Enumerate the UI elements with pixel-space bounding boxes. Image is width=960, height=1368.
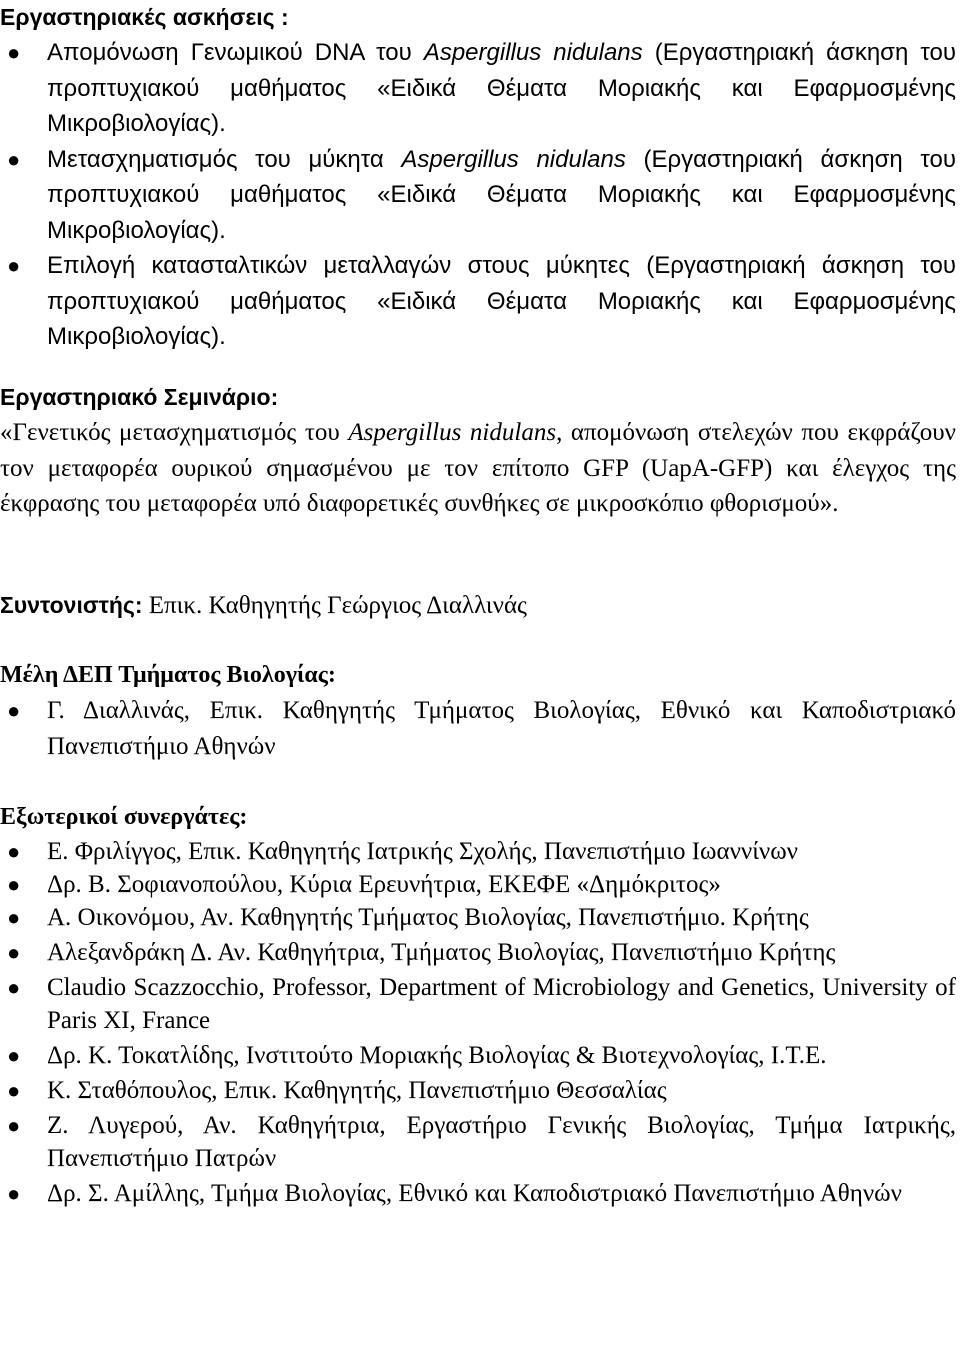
external-section xyxy=(0,800,956,1210)
seminar-italic-text: Aspergillus nidulans xyxy=(348,419,557,446)
members-section xyxy=(0,658,956,764)
list-item xyxy=(0,1109,956,1175)
bullet-icon: ● xyxy=(7,905,21,930)
item-text: Ε. Φριλίγγος, Επικ. Καθηγητής Ιατρικής Σχολής, Πανεπιστήμιο Ιωαννίνων xyxy=(47,838,798,865)
list-item xyxy=(0,248,956,355)
list-item xyxy=(0,835,956,868)
item-text: Ζ. Λυγερού, Αν. Καθηγήτρια, Εργαστήριο Γενικής Βιολογίας, Τμήμα Ιατρικής, Πανεπιστήμιο Πατρών xyxy=(47,1112,956,1172)
item-text: Δρ. Σ. Αμίλλης, Τμήμα Βιολογίας, Εθνικό και Καποδιστριακό Πανεπιστήμιο Αθηνών xyxy=(47,1180,902,1207)
bullet-icon: ● xyxy=(7,975,21,1000)
item-text: Απομόνωση Γενωμικού DNA του xyxy=(47,39,424,66)
bullet-icon: ● xyxy=(7,1043,21,1068)
item-text: Claudio Scazzocchio, Professor, Department of Microbiology and Genetics, University of Paris XI, France xyxy=(47,974,956,1034)
list-item xyxy=(0,1074,956,1107)
members-heading: Μέλη ΔΕΠ Τμήματος Βιολογίας: xyxy=(0,662,336,688)
item-text: (Εργαστηριακή άσκηση του προπτυχιακού μαθήματος «Ειδικά Θέματα Μοριακής και Εφαρμοσμένης Μικροβιολογίας). xyxy=(47,145,957,244)
lab-exercises-section xyxy=(0,0,956,355)
item-text: Γ. Διαλλινάς, Επικ. Καθηγητής Τμήματος Βιολογίας, Εθνικό και Καποδιστριακό Πανεπιστήμιο Αθηνών xyxy=(47,697,956,760)
lab-exercises-list xyxy=(0,35,956,355)
bullet-icon: ● xyxy=(7,1078,21,1103)
item-text: Επιλογή κατασταλτικών μεταλλαγών στους μύκητες (Εργαστηριακή άσκηση του προπτυχιακού μαθήματος «Ειδικά Θέματα Μοριακής και Εφαρμοσμένης Μικροβιολογίας). xyxy=(47,252,956,350)
item-italic-text: Aspergillus nidulans xyxy=(423,39,643,66)
seminar-heading: Εργαστηριακό Σεμινάριο: xyxy=(0,384,279,410)
seminar-description xyxy=(0,415,956,522)
list-item xyxy=(0,693,956,764)
item-text: Μετασχηματισμός του μύκητα xyxy=(47,145,402,173)
seminar-text: «Γενετικός μετασχηματισμός του xyxy=(0,419,349,446)
list-item xyxy=(0,971,956,1037)
bullet-icon: ● xyxy=(7,872,21,897)
members-list xyxy=(0,693,956,764)
coordinator-line xyxy=(0,588,956,624)
list-item xyxy=(0,142,956,249)
item-text: (Εργαστηριακή άσκηση του προπτυχιακού μαθήματος «Ειδικά Θέματα Μοριακής και Εφαρμοσμένης Μικροβιολογίας). xyxy=(47,39,956,137)
bullet-icon: ● xyxy=(7,839,21,864)
bullet-icon: ● xyxy=(7,146,21,172)
bullet-icon: ● xyxy=(7,940,21,965)
item-text: Κ. Σταθόπουλος, Επικ. Καθηγητής, Πανεπιστήμιο Θεσσαλίας xyxy=(47,1077,667,1104)
seminar-text: , απομόνωση στελεχών που εκφράζουν τον μεταφορέα ουρικού σημασμένου με τον επίτοπο GFP (UapA-GFP) και έλεγχος της έκφρασης του μεταφορέα υπό διαφορετικές συνθήκες σε μικροσκόπιο φθορισμού». xyxy=(0,419,956,517)
bullet-icon: ● xyxy=(7,253,21,278)
coordinator-section xyxy=(0,588,956,624)
external-heading: Εξωτερικοί συνεργάτες: xyxy=(0,804,248,830)
list-item xyxy=(0,35,956,142)
bullet-icon: ● xyxy=(7,40,21,65)
item-text: Αλεξανδράκη Δ. Αν. Καθηγήτρια, Τμήματος Βιολογίας, Πανεπιστήμιο Κρήτης xyxy=(47,939,836,966)
coordinator-value: Επικ. Καθηγητής Γεώργιος Διαλλινάς xyxy=(142,592,527,619)
bullet-icon: ● xyxy=(7,1113,21,1138)
bullet-icon: ● xyxy=(7,698,21,723)
item-text: Α. Οικονόμου, Αν. Καθηγητής Τμήματος Βιολογίας, Πανεπιστήμιο. Κρήτης xyxy=(47,904,809,931)
list-item xyxy=(0,936,956,969)
item-italic-text: Aspergillus nidulans xyxy=(401,145,626,173)
lab-exercises-heading: Εργαστηριακές ασκήσεις : xyxy=(0,4,289,30)
item-text: Δρ. Κ. Τοκατλίδης, Ινστιτούτο Μοριακής Βιολογίας & Βιοτεχνολογίας, Ι.Τ.Ε. xyxy=(47,1042,827,1069)
list-item xyxy=(0,1039,956,1072)
list-item xyxy=(0,901,956,934)
seminar-section xyxy=(0,380,956,522)
external-list xyxy=(0,835,956,1210)
list-item xyxy=(0,868,956,901)
list-item xyxy=(0,1177,956,1210)
item-text: Δρ. Β. Σοφιανοπούλου, Κύρια Ερευνήτρια, ΕΚΕΦΕ «Δημόκριτος» xyxy=(47,871,721,898)
coordinator-label: Συντονιστής: xyxy=(0,592,143,618)
bullet-icon: ● xyxy=(7,1181,21,1206)
